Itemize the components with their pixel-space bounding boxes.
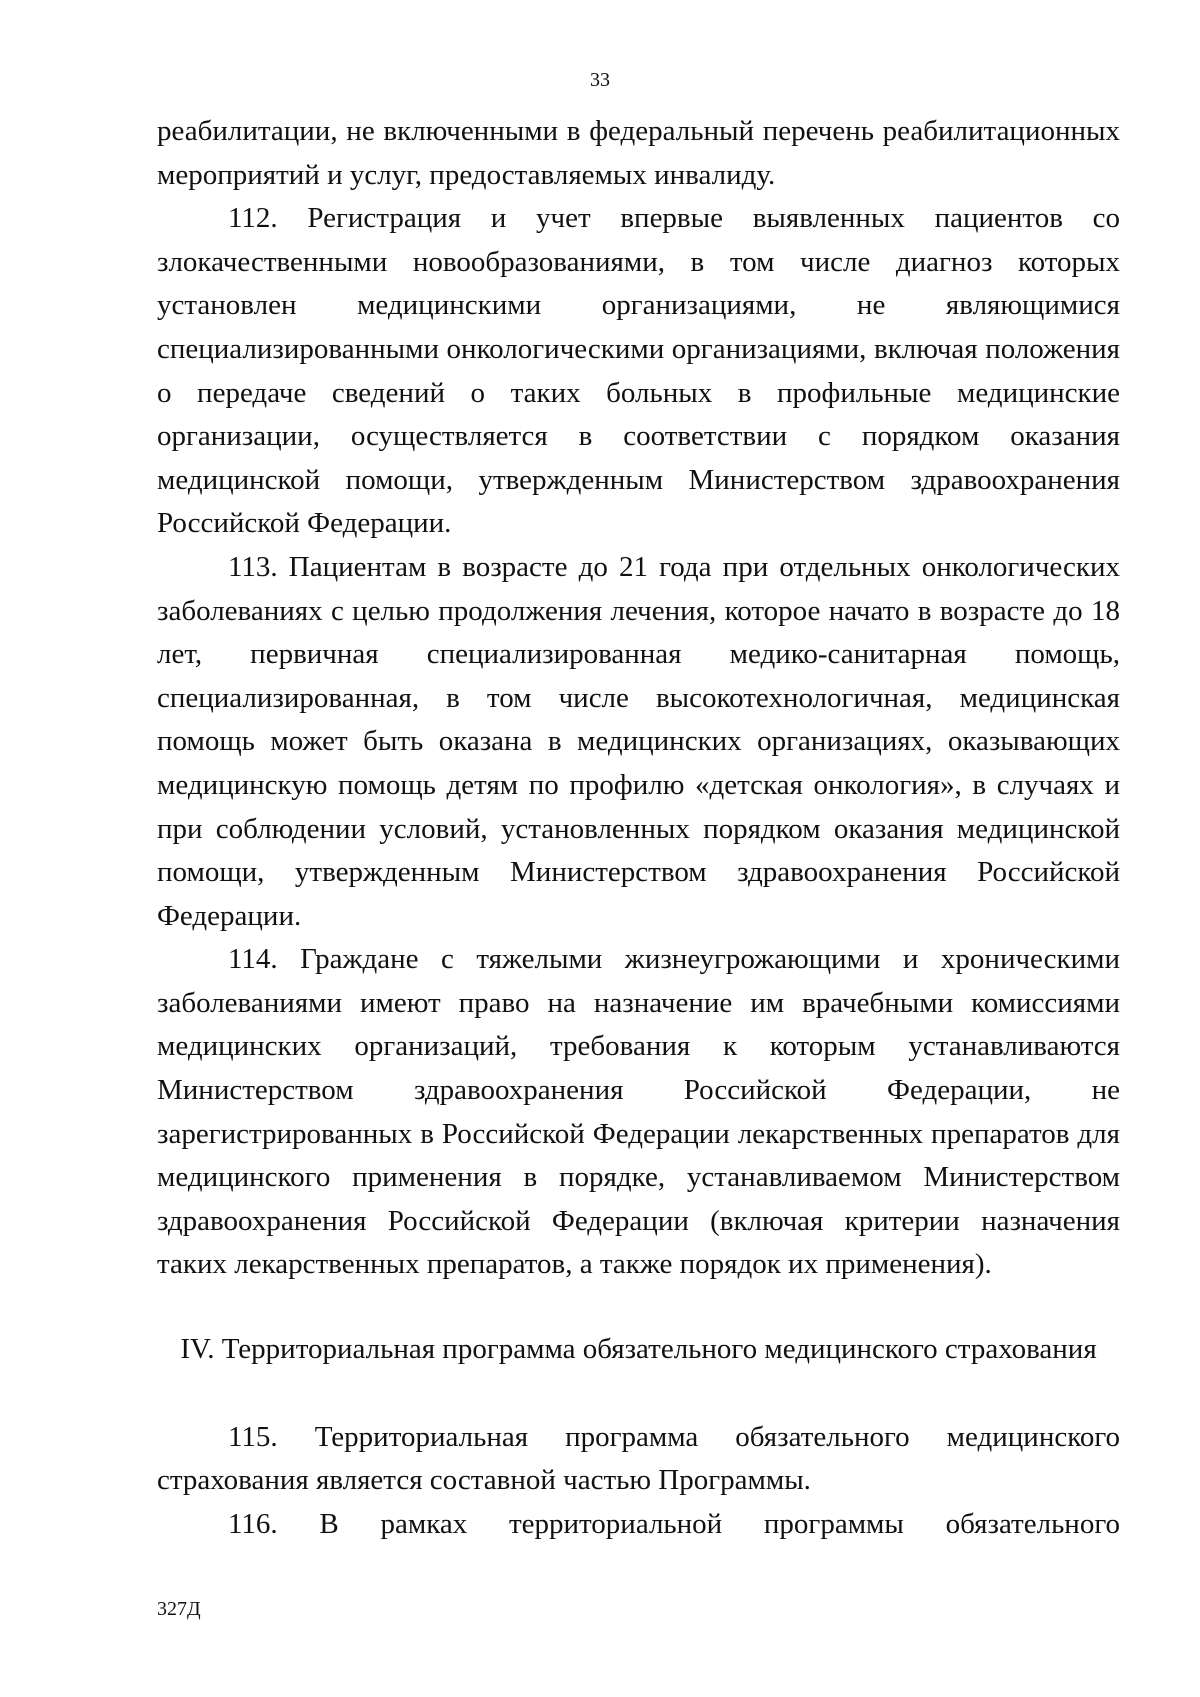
paragraph-116: 116. В рамках территориальной программы обязательного [228,1507,1120,1540]
page-number: 33 [590,69,610,91]
paragraph-113: 113. Пациентам в возрасте до 21 года при отдельных онкологических заболеваниях с целью продолжения лечения, которое начато в возрасте до 18 лет, первичная специализированная медико-санитарная помощь, специализированная, в том числе высокотехнологичная, медицинская помощь может быть оказана в медицинских организациях, оказывающих медицинскую помощь детям по профилю «детская онкология», в случаях и при соблюдении условий, установленных порядком оказания медицинской помощи, утвержденным Министерством здравоохранения Российской Федерации. [157,550,1120,932]
paragraph-112: 112. Регистрация и учет впервые выявленных пациентов со злокачественными новообразованиями, в том числе диагноз которых установлен медицинскими организациями, не являющимися специализированными онкологическими организациями, включая положения о передаче сведений о таких больных в профильные медицинские организации, осуществляется в соответствии с порядком оказания медицинской помощи, утвержденным Министерством здравоохранения Российской Федерации. [157,202,1120,540]
paragraph-114: 114. Граждане с тяжелыми жизнеугрожающими и хроническими заболеваниями имеют право на назначение им врачебными комиссиями медицинских организаций, требования к которым устанавливаются Министерством здравоохранения Российской Федерации, не зарегистрированных в Российской Федерации лекарственных препаратов для медицинского применения в порядке, устанавливаемом Министерством здравоохранения Российской Федерации (включая критерии назначения таких лекарственных препаратов, а также порядок их применения). [157,943,1120,1281]
section-heading: IV. Территориальная программа обязательного медицинского страхования [180,1333,1097,1366]
paragraph-continuation: реабилитации, не включенными в федеральный перечень реабилитационных мероприятий и услуг, предоставляемых инвалиду. [157,115,1120,191]
document-code: 327Д [157,1598,201,1620]
document-body [157,110,1120,1546]
paragraph-115: 115. Территориальная программа обязательного медицинского страхования является составной частью Программы. [157,1420,1120,1497]
